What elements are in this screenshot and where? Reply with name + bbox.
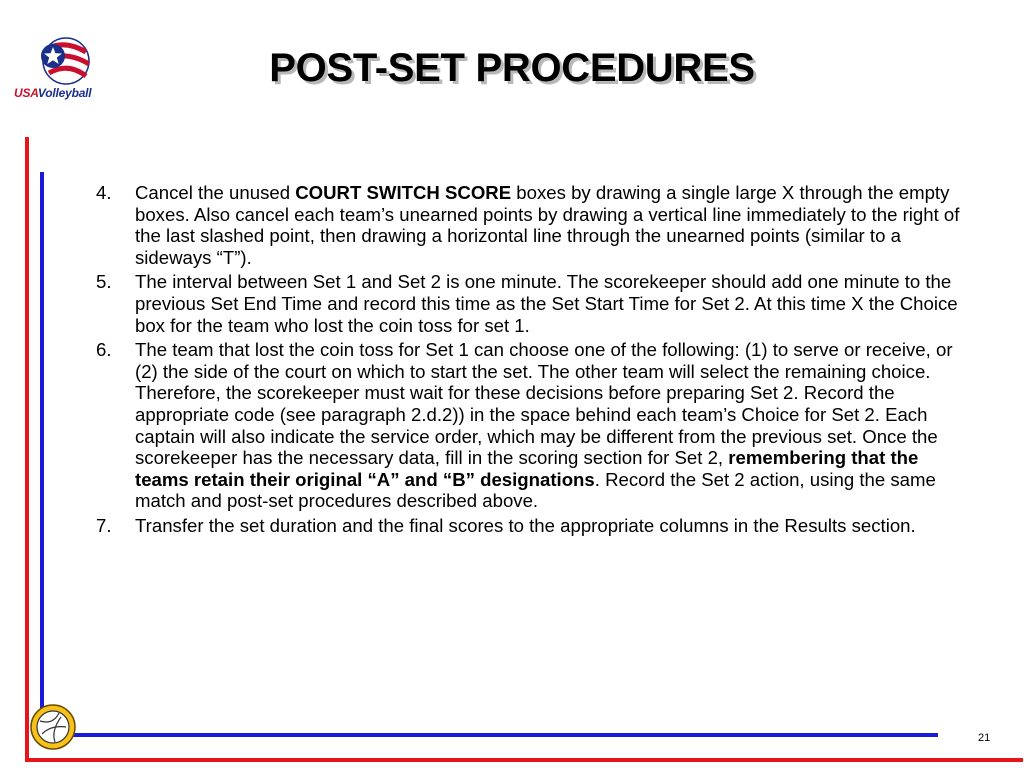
item-text: The team that lost the coin toss for Set 1 can choose one of the following: (1) to serve or receive, or (2) the side of the court on which to start the set. The other team will select the remaining choice. Therefore, the scorekeeper must wait for these decisions before preparing Set 2. Record the appropriate code (see paragraph 2.d.2)) in the space behind each team’s Choice for Set 2. Each captain will also indicate the service order, which may be different from the previous set. Once the scorekeeper has the necessary data, fill in the scoring section for Set 2, remembering that the teams retain their original “A” and “B” designations. Record the Set 2 action, using the same match and post-set procedures described above.: [135, 339, 953, 512]
slide-title: POST-SET PROCEDURES: [269, 46, 755, 90]
list-item: [96, 271, 966, 336]
item-text: Cancel the unused COURT SWITCH SCORE boxes by drawing a single large X through the empty boxes. Also cancel each team’s unearned points by drawing a vertical line immediately to the right of the last slashed point, then drawing a horizontal line through the unearned points (similar to a sideways “T”).: [135, 182, 960, 268]
blue-horizontal-line: [40, 733, 938, 737]
item-number: 5.: [96, 271, 112, 293]
bold-phrase: remembering that the teams retain their original “A” and “B” designations: [135, 447, 919, 490]
blue-vertical-line: [40, 172, 44, 737]
procedure-list: [96, 182, 966, 540]
list-item: [96, 339, 966, 512]
item-number: 6.: [96, 339, 112, 361]
red-horizontal-line: [25, 758, 1023, 762]
volleyball-icon: [29, 703, 77, 751]
item-text: The interval between Set 1 and Set 2 is one minute. The scorekeeper should add one minute to the previous Set End Time and record this time as the Set Start Time for Set 2. At this time X the Choice box for the team who lost the coin toss for set 1.: [135, 271, 958, 336]
item-number: 4.: [96, 182, 112, 203]
item-number: 7.: [96, 514, 112, 536]
red-vertical-line: [25, 137, 29, 762]
list-item: [96, 515, 966, 537]
page-number: 21: [978, 732, 991, 744]
logo-wordmark: USAVolleyball: [14, 86, 92, 100]
list-item: [96, 182, 966, 268]
bold-phrase: COURT SWITCH SCORE: [295, 182, 512, 203]
item-text: Transfer the set duration and the final scores to the appropriate columns in the Results section.: [135, 514, 916, 536]
